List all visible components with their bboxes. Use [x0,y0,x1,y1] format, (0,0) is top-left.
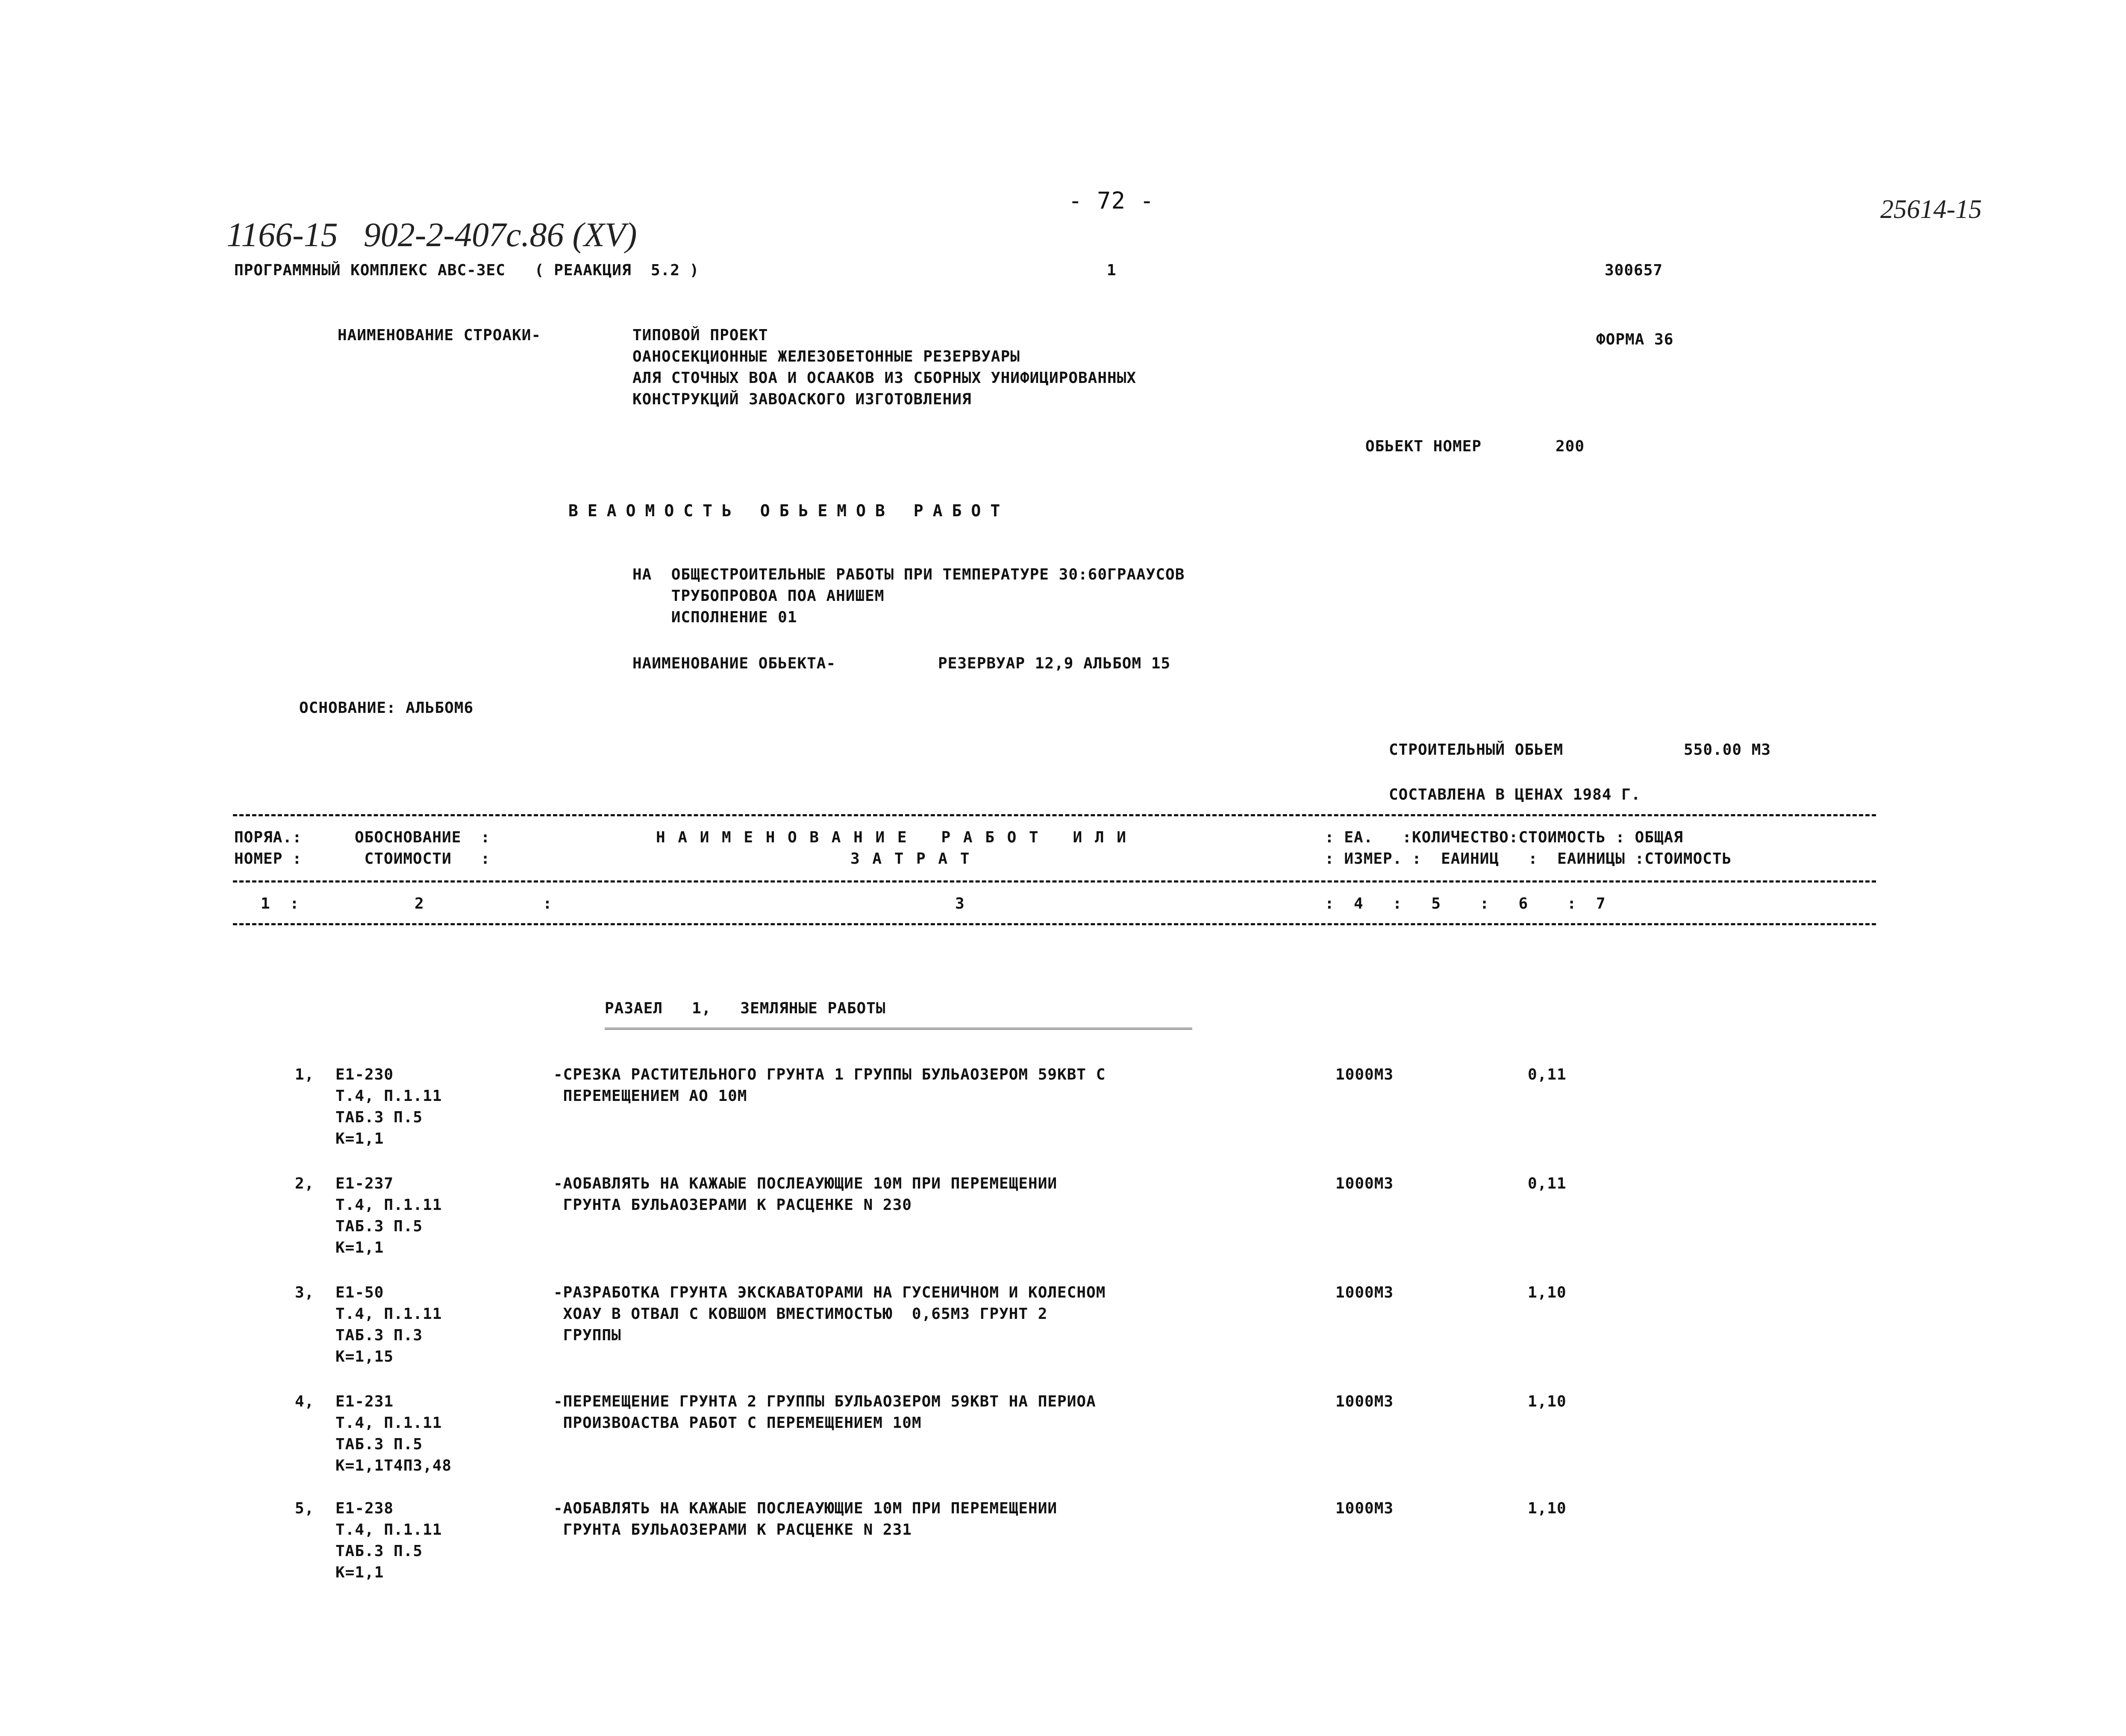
volume-value: 550.00 М3 [1684,741,1771,759]
header-col-basis [355,827,490,870]
row-1-name-2: ПЕРЕМЕЩЕНИЕМ АО 10М [553,1087,747,1105]
row-3-name-3: ГРУППЫ [553,1327,621,1344]
sheet-number: 1 [1107,262,1117,279]
row-4-name-1: -ПЕРЕМЕЩЕНИЕ ГРУНТА 2 ГРУППЫ БУЛЬАОЗЕРОМ 59КВТ НА ПЕРИОА [553,1393,1096,1410]
line-text-2: ОАНОСЕКЦИОННЫЕ ЖЕЛЕЗОБЕТОННЫЕ РЕЗЕРВУАРЫ [632,348,1020,365]
row-1-unit: 1000М3 [1335,1066,1394,1083]
row-2-quantity: 0,11 [1528,1175,1567,1192]
object-name-label: НАИМЕНОВАНИЕ ОБЬЕКТА- [632,655,836,672]
row-4-number: 4, [295,1393,315,1410]
line-label: НАИМЕНОВАНИЕ СТРОАКИ- [338,327,541,344]
row-1-name-1: -СРЕЗКА РАСТИТЕЛЬНОГО ГРУНТА 1 ГРУППЫ БУЛЬАОЗЕРОМ 59КВТ С [553,1066,1106,1083]
row-5-number: 5, [295,1500,315,1517]
row-2-basis-3: ТАБ.3 П.5 [335,1218,423,1235]
row-5-basis-2: Т.4, П.1.11 [335,1521,442,1539]
row-3-name-1: -РАЗРАБОТКА ГРУНТА ЭКСКАВАТОРАМИ НА ГУСЕНИЧНОМ И КОЛЕСНОМ [553,1284,1106,1301]
row-4-basis-3: ТАБ.3 П.5 [335,1436,423,1453]
row-2-number: 2, [295,1175,315,1192]
volume-label: СТРОИТЕЛЬНЫЙ ОБЬЕМ [1389,741,1564,759]
line-text-3: АЛЯ СТОЧНЫХ ВОА И ОСААКОВ ИЗ СБОРНЫХ УНИФИЦИРОВАННЫХ [632,369,1137,387]
program-name: ПРОГРАММНЫЙ КОМПЛЕКС АВС-3ЕС ( РЕААКЦИЯ 5.2 ) [234,262,700,279]
row-2-name-2: ГРУНТА БУЛЬАОЗЕРАМИ К РАСЦЕНКЕ N 230 [553,1196,912,1214]
document-title: ВЕАОМОСТЬ ОБЬЕМОВ РАБОТ [568,501,1010,520]
row-5-name-2: ГРУНТА БУЛЬАОЗЕРАМИ К РАСЦЕНКЕ N 231 [553,1521,912,1539]
purpose-line-2: ТРУБОПРОВОА ПОА АНИШЕМ [632,587,885,605]
header-col-number-1: ПОРЯА.: [234,829,302,846]
row-3-name [553,1282,1106,1346]
purpose-line-1: НА ОБЩЕСТРОИТЕЛЬНЫЕ РАБОТЫ ПРИ ТЕМПЕРАТУРЕ 30:60ГРААУСОВ [632,566,1185,583]
row-4-basis-4: К=1,1Т4П3,48 [335,1457,452,1474]
row-5-basis [335,1498,442,1583]
colnum-4-7: : 4 : 5 : 6 : 7 [1325,895,1606,912]
row-4-name [553,1391,1096,1434]
header-col-number-2: НОМЕР : [234,850,302,868]
row-3-quantity: 1,10 [1528,1284,1567,1301]
purpose-block [632,564,1185,628]
row-2-basis-1: Е1-237 [335,1175,394,1192]
row-3-basis-4: К=1,15 [335,1348,394,1365]
row-3-name-2: ХОАУ В ОТВАЛ С КОВШОМ ВМЕСТИМОСТЬЮ 0,65М3 ГРУНТ 2 [553,1305,1048,1323]
section-underline [605,1028,1192,1030]
table-rule-top [233,814,1876,816]
price-basis: СОСТАВЛЕНА В ЦЕНАХ 1984 Г. [1389,786,1641,803]
row-3-basis-2: Т.4, П.1.11 [335,1305,442,1323]
row-1-number: 1, [295,1066,315,1083]
object-number-label: ОБЬЕКТ НОМЕР [1365,438,1482,455]
row-1-basis [335,1064,442,1150]
row-4-quantity: 1,10 [1528,1393,1567,1410]
row-2-unit: 1000М3 [1335,1175,1394,1192]
header-col-basis-1: ОБОСНОВАНИЕ : [355,829,491,846]
row-4-basis [335,1391,452,1477]
colnum-2: 2 [415,895,424,912]
row-2-basis-4: К=1,1 [335,1239,384,1256]
row-5-quantity: 1,10 [1528,1500,1567,1517]
basis-note: ОСНОВАНИЕ: АЛЬБОМ6 [299,699,474,717]
row-4-basis-2: Т.4, П.1.11 [335,1414,442,1432]
row-1-name [553,1064,1106,1107]
row-1-basis-3: ТАБ.3 П.5 [335,1109,423,1126]
row-3-basis [335,1282,442,1368]
object-name: РЕЗЕРВУАР 12,9 АЛЬБОМ 15 [938,655,1171,672]
row-2-name-1: -АОБАВЛЯТЬ НА КАЖАЫЕ ПОСЛЕАУЮЩИЕ 10М ПРИ ПЕРЕМЕЩЕНИИ [553,1175,1058,1192]
row-2-basis [335,1173,442,1259]
header-col-name-1: Н А И М Е Н О В А Н И Е Р А Б О Т И Л И [656,829,1128,846]
handwritten-doc-code: 1166-15 902-2-407с.86 (XV) [226,216,637,254]
document-code: 300657 [1605,262,1663,279]
colnum-3: 3 [955,895,965,912]
row-5-name [553,1498,1057,1541]
row-1-basis-2: Т.4, П.1.11 [335,1087,442,1105]
row-5-unit: 1000М3 [1335,1500,1394,1517]
header-col-values-1: : ЕА. :КОЛИЧЕСТВО:СТОИМОСТЬ : ОБЩАЯ [1325,829,1683,846]
colnum-sep: : [543,895,553,912]
colnum-1: 1 : [261,895,300,912]
header-col-number [234,827,302,870]
header-col-values-2: : ИЗМЕР. : ЕАИНИЦ : ЕАИНИЦЫ :СТОИМОСТЬ [1325,850,1732,868]
row-3-basis-1: Е1-50 [335,1284,384,1301]
row-2-name [553,1173,1057,1216]
row-4-unit: 1000М3 [1335,1393,1394,1410]
line-text-4: КОНСТРУКЦИЙ ЗАВОАСКОГО ИЗГОТОВЛЕНИЯ [632,391,972,408]
row-2-basis-2: Т.4, П.1.11 [335,1196,442,1214]
handwritten-archive-number: 25614-15 [1880,195,1982,224]
table-rule-mid [233,880,1876,883]
purpose-line-3: ИСПОЛНЕНИЕ 01 [632,609,797,626]
row-3-basis-3: ТАБ.3 П.3 [335,1327,423,1344]
line-text-1: ТИПОВОЙ ПРОЕКТ [632,327,768,344]
row-1-basis-1: Е1-230 [335,1066,394,1083]
row-4-basis-1: Е1-231 [335,1393,394,1410]
section-title: РАЗАЕЛ 1, ЗЕМЛЯНЫЕ РАБОТЫ [605,1000,886,1017]
header-col-basis-2: СТОИМОСТИ : [355,850,491,868]
header-col-name-2: З А Т Р А Т [850,850,971,868]
row-3-unit: 1000М3 [1335,1284,1394,1301]
row-5-basis-4: К=1,1 [335,1564,384,1581]
row-4-name-2: ПРОИЗВОАСТВА РАБОТ С ПЕРЕМЕЩЕНИЕМ 10М [553,1414,922,1432]
object-number: 200 [1556,438,1585,455]
form-number: ФОРМА 36 [1596,331,1674,348]
page-number: - 72 - [1068,187,1155,214]
row-5-name-1: -АОБАВЛЯТЬ НА КАЖАЫЕ ПОСЛЕАУЮЩИЕ 10М ПРИ ПЕРЕМЕЩЕНИИ [553,1500,1058,1517]
row-5-basis-3: ТАБ.3 П.5 [335,1542,423,1560]
header-col-values [1325,827,1732,870]
row-5-basis-1: Е1-238 [335,1500,394,1517]
line-text [632,325,1136,410]
row-3-number: 3, [295,1284,315,1301]
table-rule-bottom [233,923,1876,925]
row-1-basis-4: К=1,1 [335,1130,384,1148]
row-1-quantity: 0,11 [1528,1066,1567,1083]
